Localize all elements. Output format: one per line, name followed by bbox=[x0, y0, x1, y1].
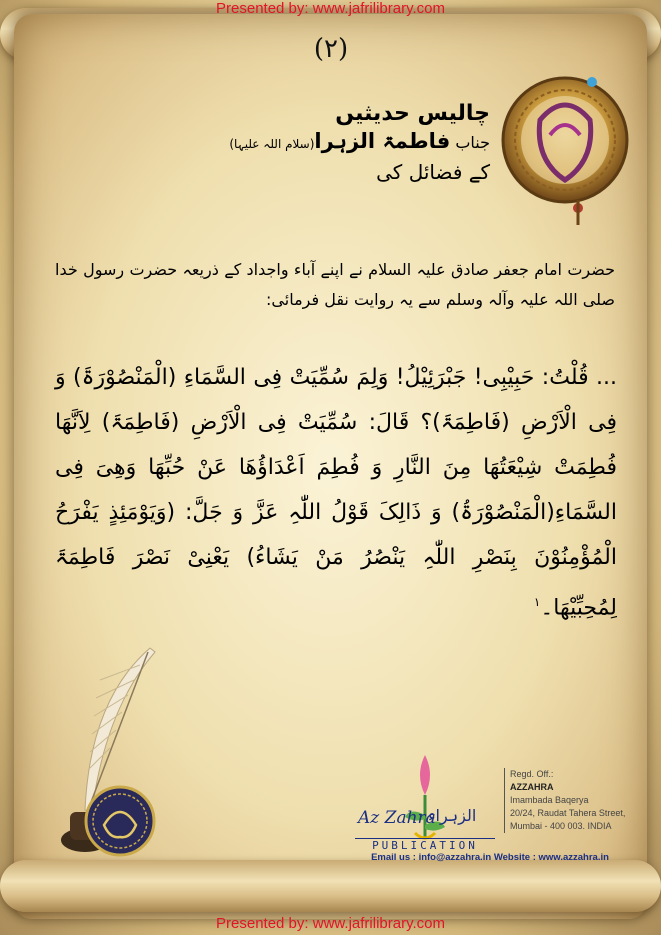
hadith-text bbox=[55, 355, 617, 630]
publisher-publication: PUBLICATION bbox=[355, 838, 495, 853]
watermark-top: Presented by: www.jafrilibrary.com bbox=[216, 0, 445, 17]
address-title: Regd. Off.: bbox=[510, 769, 554, 779]
address-line: 20/24, Raudat Tahera Street, bbox=[510, 808, 626, 818]
watermark-bottom: Presented by: www.jafrilibrary.com bbox=[216, 915, 445, 932]
scroll-bottom-roll bbox=[0, 860, 661, 912]
publisher-website: Website : www.azzahra.in bbox=[493, 852, 609, 863]
footnote-mark: ۱ bbox=[533, 595, 541, 609]
title-salutation: (سلام اللہ علیہا) bbox=[229, 137, 315, 151]
page-number: (۲) bbox=[313, 34, 349, 64]
fatima-medallion-icon bbox=[500, 60, 630, 230]
address-line: Imambada Baqerya bbox=[510, 795, 589, 805]
address-line: Mumbai - 400 003. INDIA bbox=[510, 821, 612, 831]
title-virtues: کے فضائل کی bbox=[376, 160, 490, 184]
address-org: AZZAHRA bbox=[510, 782, 554, 792]
publisher-latin-name: Az Zahra bbox=[358, 808, 436, 828]
publisher-address bbox=[504, 768, 630, 833]
hadith-body: ... قُلْتُ: حَبِیْبِی! جَبْرَئِیْلُ! وَلِمَ سُمِّیَتْ فِی السَّمَاءِ (الْمَنْصُوْرَۃَ) وَ فِی الْاَرْضِ (فَاطِمَۃَ)؟ قَالَ: سُمِّیَتْ فِی الْاَرْضِ (فَاطِمَۃَ) لِاَنَّھَا فُطِمَتْ شِیْعَتُھَا مِنَ النَّارِ وَ فُطِمَ اَعْدَاؤُھَا عَنْ حُبِّھَا وَھِیَ فِی السَّمَاءِ(الْمَنْصُوْرَۃُ) وَ ذَالِکَ قَوْلُ اللّٰہِ عَزَّ وَ جَلَّ: (وَیَوْمَئِذٍ یَفْرَحُ الْمُؤْمِنُوْنَ بِنَصْرِ اللّٰہِ یَنْصُرُ مَنْ یَشَاءُ) یَعْنِیْ نَصْرَ فَاطِمَۃَ لِمُحِبِّیْھَا۔ bbox=[55, 365, 617, 621]
intro-paragraph: حضرت امام جعفر صادق علیہ السلام نے اپنے آباء واجداد کے ذریعہ حضرت رسول خدا صلی اللہ علیہ وآلہ وسلم سے یہ روایت نقل فرمائی: bbox=[55, 260, 615, 309]
publisher-arabic-name: الزہراء bbox=[428, 806, 477, 825]
publisher-contact bbox=[355, 852, 625, 863]
publisher-email: Email us : info@azzahra.in bbox=[371, 852, 492, 863]
title-forty-hadith: چالیس حدیثیں bbox=[335, 101, 490, 126]
title-prefix: جناب bbox=[450, 133, 490, 152]
fatima-seal-icon bbox=[84, 785, 156, 857]
title-fatima-name: فاطمۃ الزہرا bbox=[314, 129, 451, 153]
title-block bbox=[150, 100, 490, 187]
title-subtitle bbox=[150, 128, 490, 157]
